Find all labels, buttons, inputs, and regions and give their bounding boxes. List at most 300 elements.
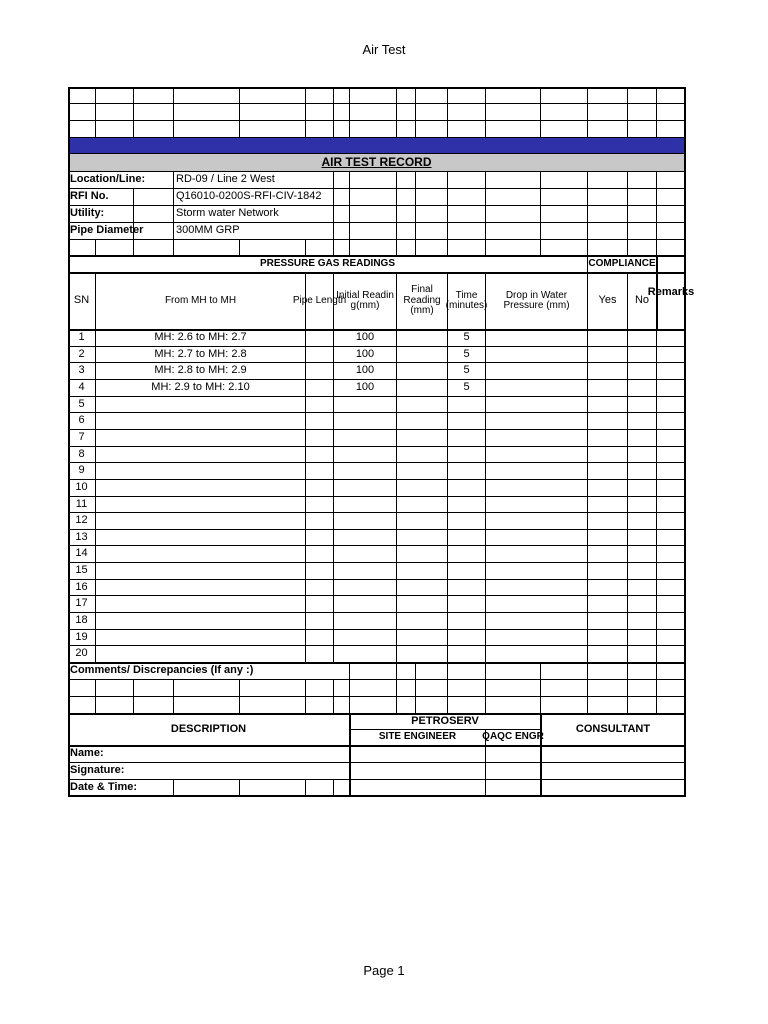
row-time xyxy=(448,546,486,563)
row-drop xyxy=(486,596,588,613)
row-yes xyxy=(588,347,628,363)
blank-cell xyxy=(134,189,174,206)
blank-cell xyxy=(350,680,397,697)
row-remarks xyxy=(657,380,686,397)
row-remarks xyxy=(657,596,686,613)
rfi-label: RFI No. xyxy=(68,189,134,206)
blank-cell xyxy=(306,87,334,104)
blank-cell xyxy=(628,172,657,189)
blank-cell xyxy=(541,223,588,240)
blank-cell xyxy=(350,240,397,256)
blank-cell xyxy=(350,104,397,121)
row-pipe-length xyxy=(306,330,334,347)
blank-cell xyxy=(306,240,334,256)
consultant-datetime xyxy=(541,780,686,797)
blank-cell xyxy=(448,663,486,680)
blank-cell xyxy=(588,87,628,104)
blank-cell xyxy=(416,189,448,206)
row-yes xyxy=(588,480,628,497)
row-initial xyxy=(334,430,397,447)
row-no xyxy=(628,546,657,563)
col-time: Time (minutes) xyxy=(448,273,486,330)
blank-cell xyxy=(350,697,397,714)
row-initial: 100 xyxy=(334,363,397,380)
blank-cell xyxy=(240,780,306,797)
row-sn: 2 xyxy=(68,347,96,363)
blank-cell xyxy=(541,663,588,680)
blank-cell xyxy=(96,87,134,104)
air-test-sheet xyxy=(68,87,695,797)
row-from-to: MH: 2.9 to MH: 2.10 xyxy=(96,380,306,397)
row-no xyxy=(628,513,657,530)
blank-cell xyxy=(541,189,588,206)
row-pipe-length xyxy=(306,397,334,413)
row-drop xyxy=(486,447,588,463)
row-no xyxy=(628,347,657,363)
row-remarks xyxy=(657,397,686,413)
blank-cell xyxy=(541,240,588,256)
blank-cell xyxy=(174,680,240,697)
row-final xyxy=(397,513,448,530)
rfi-value: Q16010-0200S-RFI-CIV-1842 xyxy=(174,189,334,206)
row-pipe-length xyxy=(306,646,334,663)
blank-cell xyxy=(448,680,486,697)
blank-cell xyxy=(134,680,174,697)
blank-cell xyxy=(657,697,686,714)
blank-cell xyxy=(68,697,96,714)
row-final xyxy=(397,613,448,630)
row-time: 5 xyxy=(448,347,486,363)
row-remarks xyxy=(657,413,686,430)
datetime-label: Date & Time: xyxy=(68,780,174,797)
blank-cell xyxy=(448,172,486,189)
blank-cell xyxy=(588,663,628,680)
blank-cell xyxy=(541,680,588,697)
blank-cell xyxy=(350,121,397,138)
col-sn: SN xyxy=(68,273,96,330)
blank-cell xyxy=(134,240,174,256)
blank-cell xyxy=(448,223,486,240)
blank-cell xyxy=(541,697,588,714)
blank-cell xyxy=(416,680,448,697)
row-drop xyxy=(486,513,588,530)
row-initial: 100 xyxy=(334,380,397,397)
blank-cell xyxy=(350,172,397,189)
row-final xyxy=(397,546,448,563)
row-initial xyxy=(334,497,397,513)
blank-cell xyxy=(174,780,240,797)
row-initial: 100 xyxy=(334,330,397,347)
blank-cell xyxy=(334,87,350,104)
row-sn: 9 xyxy=(68,463,96,480)
row-no xyxy=(628,413,657,430)
blank-cell xyxy=(68,87,96,104)
blank-cell xyxy=(657,663,686,680)
row-time xyxy=(448,513,486,530)
row-no xyxy=(628,580,657,596)
page-header: Air Test xyxy=(362,42,406,57)
blank-cell xyxy=(628,223,657,240)
row-remarks xyxy=(657,513,686,530)
blank-cell xyxy=(240,240,306,256)
blank-cell xyxy=(334,223,350,240)
row-initial xyxy=(334,563,397,580)
row-final xyxy=(397,480,448,497)
row-remarks xyxy=(657,447,686,463)
blank-cell xyxy=(486,172,541,189)
blank-cell xyxy=(416,172,448,189)
row-final xyxy=(397,596,448,613)
row-pipe-length xyxy=(306,447,334,463)
row-sn: 19 xyxy=(68,630,96,646)
row-final xyxy=(397,430,448,447)
row-no xyxy=(628,330,657,347)
row-sn: 15 xyxy=(68,563,96,580)
row-drop xyxy=(486,497,588,513)
row-from-to xyxy=(96,546,306,563)
row-from-to xyxy=(96,513,306,530)
blank-cell xyxy=(416,697,448,714)
blank-cell xyxy=(334,172,350,189)
description-header: DESCRIPTION xyxy=(68,714,350,746)
blank-cell xyxy=(306,121,334,138)
row-sn: 6 xyxy=(68,413,96,430)
row-remarks xyxy=(657,546,686,563)
row-time xyxy=(448,430,486,447)
blank-cell xyxy=(174,104,240,121)
blank-cell xyxy=(486,680,541,697)
blank-cell xyxy=(541,172,588,189)
blank-cell xyxy=(397,172,416,189)
blank-cell xyxy=(416,104,448,121)
blank-cell xyxy=(541,206,588,223)
row-time xyxy=(448,497,486,513)
blank-cell xyxy=(541,121,588,138)
row-yes xyxy=(588,363,628,380)
location-label: Location/Line: xyxy=(68,172,174,189)
heavy-rule xyxy=(656,256,658,330)
row-remarks xyxy=(657,646,686,663)
row-pipe-length xyxy=(306,630,334,646)
row-drop xyxy=(486,330,588,347)
blank-cell xyxy=(416,87,448,104)
row-pipe-length xyxy=(306,430,334,447)
row-remarks xyxy=(657,430,686,447)
row-yes xyxy=(588,546,628,563)
blank-cell xyxy=(486,697,541,714)
row-drop xyxy=(486,546,588,563)
row-pipe-length xyxy=(306,347,334,363)
row-remarks xyxy=(657,363,686,380)
row-no xyxy=(628,480,657,497)
col-initial: Initial Readin g(mm) xyxy=(334,273,397,330)
row-pipe-length xyxy=(306,380,334,397)
row-remarks xyxy=(657,463,686,480)
heavy-rule xyxy=(540,714,542,797)
row-final xyxy=(397,630,448,646)
blank-cell xyxy=(397,240,416,256)
blank-cell xyxy=(68,121,96,138)
blank-cell xyxy=(588,172,628,189)
row-final xyxy=(397,380,448,397)
blank-cell xyxy=(588,680,628,697)
blank-cell xyxy=(588,240,628,256)
row-final xyxy=(397,330,448,347)
blank-cell xyxy=(397,223,416,240)
row-no xyxy=(628,380,657,397)
row-pipe-length xyxy=(306,480,334,497)
blank-cell xyxy=(397,189,416,206)
consultant-header: CONSULTANT xyxy=(541,714,686,746)
row-initial xyxy=(334,463,397,480)
row-pipe-length xyxy=(306,513,334,530)
row-time xyxy=(448,463,486,480)
blank-cell xyxy=(68,240,96,256)
site-engineer-datetime xyxy=(350,780,486,797)
row-time xyxy=(448,530,486,546)
row-yes xyxy=(588,596,628,613)
blank-cell xyxy=(306,780,334,797)
blank-cell xyxy=(628,104,657,121)
row-final xyxy=(397,497,448,513)
row-final xyxy=(397,413,448,430)
row-remarks xyxy=(657,613,686,630)
site-engineer-name xyxy=(350,746,486,763)
row-pipe-length xyxy=(306,613,334,630)
row-no xyxy=(628,613,657,630)
row-yes xyxy=(588,330,628,347)
row-final xyxy=(397,530,448,546)
blank-cell xyxy=(588,104,628,121)
row-drop xyxy=(486,480,588,497)
blank-cell xyxy=(657,206,686,223)
qaqc-header: QAQC ENGR xyxy=(486,730,541,746)
blank-cell xyxy=(588,189,628,206)
row-initial xyxy=(334,530,397,546)
row-from-to xyxy=(96,646,306,663)
title-bar xyxy=(68,138,686,154)
blank-cell xyxy=(541,87,588,104)
blank-cell xyxy=(174,240,240,256)
row-sn: 5 xyxy=(68,397,96,413)
row-no xyxy=(628,363,657,380)
row-final xyxy=(397,397,448,413)
blank-cell xyxy=(486,121,541,138)
row-from-to xyxy=(96,530,306,546)
blank-cell xyxy=(240,697,306,714)
row-no xyxy=(628,530,657,546)
contractor-header: PETROSERV xyxy=(350,714,541,730)
row-pipe-length xyxy=(306,413,334,430)
row-time xyxy=(448,563,486,580)
blank-cell xyxy=(350,189,397,206)
row-from-to xyxy=(96,613,306,630)
row-remarks xyxy=(657,347,686,363)
blank-cell xyxy=(541,104,588,121)
pipe-diameter-label: Pipe Diameter xyxy=(68,223,134,240)
row-initial xyxy=(334,413,397,430)
row-from-to xyxy=(96,463,306,480)
blank-cell xyxy=(397,663,416,680)
consultant-signature xyxy=(541,763,686,780)
row-final xyxy=(397,580,448,596)
row-drop xyxy=(486,413,588,430)
utility-label: Utility: xyxy=(68,206,134,223)
col-final: Final Reading (mm) xyxy=(397,273,448,330)
row-sn: 4 xyxy=(68,380,96,397)
blank-cell xyxy=(657,172,686,189)
row-initial xyxy=(334,546,397,563)
row-initial xyxy=(334,646,397,663)
heavy-rule xyxy=(68,329,686,331)
blank-cell xyxy=(397,87,416,104)
blank-cell xyxy=(334,780,350,797)
blank-cell xyxy=(68,104,96,121)
row-time: 5 xyxy=(448,330,486,347)
row-sn: 7 xyxy=(68,430,96,447)
col-from-to: From MH to MH xyxy=(96,273,306,330)
row-final xyxy=(397,447,448,463)
row-final xyxy=(397,463,448,480)
row-drop xyxy=(486,397,588,413)
row-drop xyxy=(486,580,588,596)
row-from-to: MH: 2.7 to MH: 2.8 xyxy=(96,347,306,363)
blank-cell xyxy=(657,104,686,121)
remarks-header: Remarks xyxy=(657,256,686,330)
blank-cell xyxy=(657,240,686,256)
row-from-to xyxy=(96,397,306,413)
row-no xyxy=(628,430,657,447)
blank-cell xyxy=(448,206,486,223)
blank-cell xyxy=(657,680,686,697)
blank-cell xyxy=(628,87,657,104)
blank-cell xyxy=(240,121,306,138)
row-remarks xyxy=(657,563,686,580)
row-drop xyxy=(486,463,588,480)
blank-cell xyxy=(68,680,96,697)
blank-cell xyxy=(334,680,350,697)
blank-cell xyxy=(486,206,541,223)
blank-cell xyxy=(306,697,334,714)
blank-cell xyxy=(588,223,628,240)
row-from-to xyxy=(96,497,306,513)
heavy-rule xyxy=(68,713,686,715)
blank-cell xyxy=(657,87,686,104)
row-sn: 17 xyxy=(68,596,96,613)
row-yes xyxy=(588,430,628,447)
blank-cell xyxy=(628,189,657,206)
row-remarks xyxy=(657,330,686,347)
blank-cell xyxy=(397,206,416,223)
row-yes xyxy=(588,397,628,413)
row-no xyxy=(628,463,657,480)
blank-cell xyxy=(134,206,174,223)
row-remarks xyxy=(657,580,686,596)
qaqc-signature xyxy=(486,763,541,780)
blank-cell xyxy=(588,121,628,138)
row-from-to xyxy=(96,413,306,430)
row-no xyxy=(628,497,657,513)
row-initial xyxy=(334,447,397,463)
row-yes xyxy=(588,513,628,530)
blank-cell xyxy=(657,223,686,240)
blank-cell xyxy=(657,189,686,206)
row-drop xyxy=(486,347,588,363)
blank-cell xyxy=(486,663,541,680)
compliance-header: COMPLIANCE xyxy=(588,256,657,273)
blank-cell xyxy=(486,87,541,104)
row-pipe-length xyxy=(306,546,334,563)
heavy-rule xyxy=(68,255,686,257)
row-drop xyxy=(486,530,588,546)
col-pipe-length: Pipe Length xyxy=(306,273,334,330)
heavy-rule xyxy=(68,272,686,274)
row-pipe-length xyxy=(306,497,334,513)
row-initial xyxy=(334,480,397,497)
row-pipe-length xyxy=(306,463,334,480)
row-final xyxy=(397,646,448,663)
row-time xyxy=(448,580,486,596)
row-final xyxy=(397,347,448,363)
signature-label: Signature: xyxy=(68,763,350,780)
row-initial: 100 xyxy=(334,347,397,363)
row-final xyxy=(397,563,448,580)
row-yes xyxy=(588,380,628,397)
blank-cell xyxy=(397,104,416,121)
row-sn: 20 xyxy=(68,646,96,663)
blank-cell xyxy=(96,121,134,138)
row-remarks xyxy=(657,630,686,646)
blank-cell xyxy=(96,697,134,714)
blank-cell xyxy=(628,697,657,714)
col-drop: Drop in Water Pressure (mm) xyxy=(486,273,588,330)
row-sn: 18 xyxy=(68,613,96,630)
row-pipe-length xyxy=(306,363,334,380)
blank-cell xyxy=(134,223,174,240)
row-from-to xyxy=(96,447,306,463)
utility-value: Storm water Network xyxy=(174,206,334,223)
blank-cell xyxy=(334,104,350,121)
row-from-to xyxy=(96,580,306,596)
blank-cell xyxy=(486,189,541,206)
blank-cell xyxy=(306,104,334,121)
row-from-to xyxy=(96,430,306,447)
row-pipe-length xyxy=(306,563,334,580)
row-sn: 3 xyxy=(68,363,96,380)
row-initial xyxy=(334,596,397,613)
blank-cell xyxy=(416,121,448,138)
blank-cell xyxy=(350,87,397,104)
location-value: RD-09 / Line 2 West xyxy=(174,172,334,189)
pressure-header: PRESSURE GAS READINGS xyxy=(68,256,588,273)
blank-cell xyxy=(334,121,350,138)
row-no xyxy=(628,646,657,663)
col-no: No xyxy=(628,273,657,330)
row-initial xyxy=(334,397,397,413)
row-yes xyxy=(588,463,628,480)
row-initial xyxy=(334,513,397,530)
blank-cell xyxy=(240,87,306,104)
blank-cell xyxy=(448,189,486,206)
blank-cell xyxy=(416,663,448,680)
blank-cell xyxy=(628,121,657,138)
blank-cell xyxy=(350,223,397,240)
row-time xyxy=(448,596,486,613)
name-label: Name: xyxy=(68,746,350,763)
blank-cell xyxy=(306,680,334,697)
row-yes xyxy=(588,646,628,663)
row-sn: 10 xyxy=(68,480,96,497)
